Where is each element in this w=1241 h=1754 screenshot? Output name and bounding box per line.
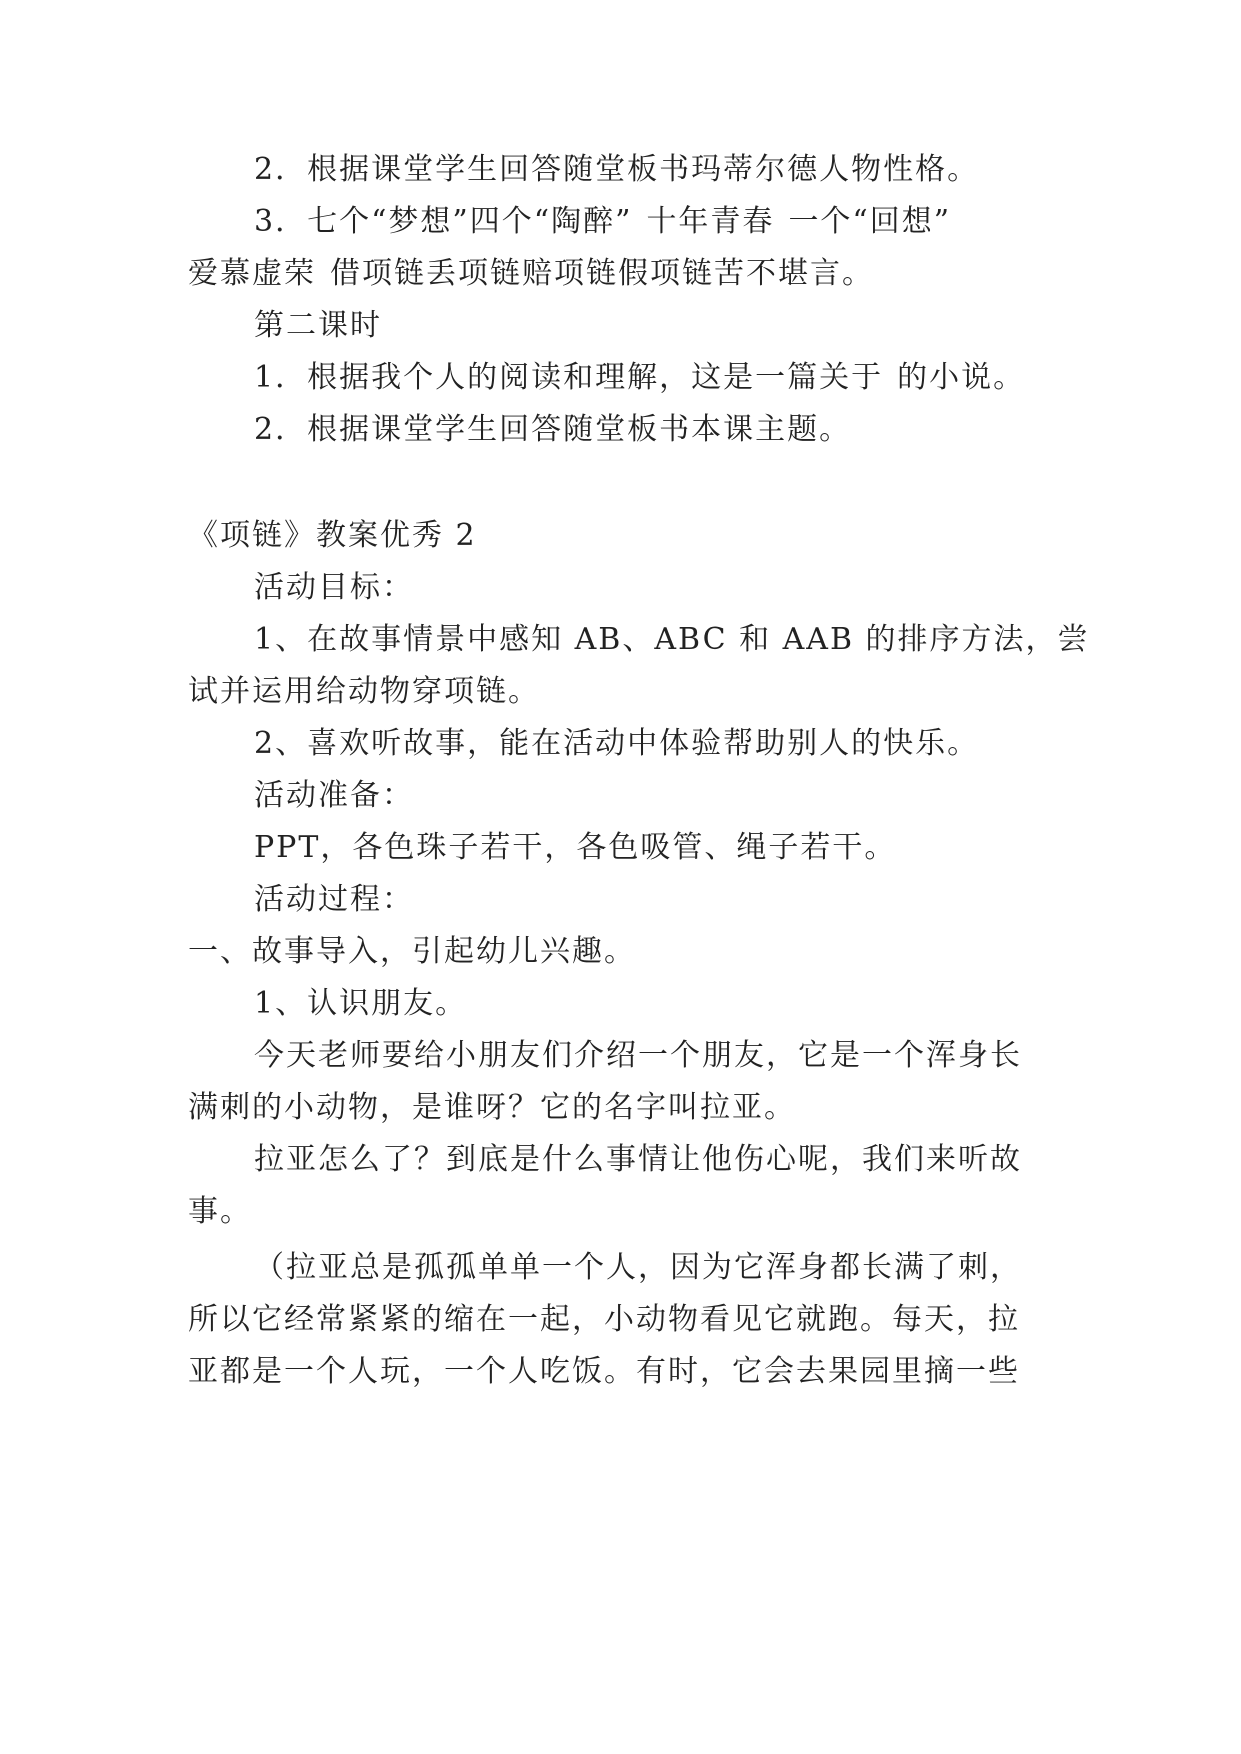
text-line: （拉亚总是孤孤单单一个人，因为它浑身都长满了刺， (254, 1250, 1022, 1285)
text-segment: 十年青春 (646, 204, 775, 239)
text-line: PPT，各色珠子若干，各色吸管、绳子若干。 (254, 830, 897, 865)
text-line: 1、认识朋友。 (254, 986, 468, 1021)
text-line (254, 202, 951, 242)
text-segment: 借项链丢项链赔项链假项链苦不堪言。 (330, 256, 874, 291)
text-segment: 爱慕虚荣 (188, 256, 316, 291)
text-line: 2、喜欢听故事，能在活动中体验帮助别人的快乐。 (254, 726, 980, 761)
text-line: 满刺的小动物，是谁呀？它的名字叫拉亚。 (188, 1090, 796, 1125)
text-line: 今天老师要给小朋友们介绍一个朋友，它是一个浑身长 (254, 1038, 1022, 1073)
text-line (188, 254, 874, 294)
text-segment: 的小说。 (897, 360, 1026, 395)
text-line: 第二课时 (254, 308, 382, 343)
text-line: 试并运用给动物穿项链。 (188, 674, 540, 709)
section-title: 《项链》教案优秀 2 (188, 518, 477, 553)
text-line: 拉亚怎么了？到底是什么事情让他伤心呢，我们来听故 (254, 1142, 1022, 1177)
text-segment: 一个“回想” (788, 204, 952, 239)
text-line: 一、故事导入，引起幼儿兴趣。 (188, 934, 636, 969)
text-line: 1、在故事情景中感知 AB、ABC 和 AAB 的排序方法，尝 (254, 622, 1090, 657)
text-line: 事。 (188, 1194, 252, 1229)
text-line: 2．根据课堂学生回答随堂板书本课主题。 (254, 412, 852, 447)
text-line (254, 358, 1025, 398)
text-line: 活动准备： (254, 778, 414, 813)
text-segment: 3．七个“梦想”四个“陶醉” (254, 204, 633, 239)
text-line: 2．根据课堂学生回答随堂板书玛蒂尔德人物性格。 (254, 152, 980, 187)
text-line: 活动过程： (254, 882, 414, 917)
text-line: 亚都是一个人玩，一个人吃饭。有时，它会去果园里摘一些 (188, 1354, 1020, 1389)
text-segment: 1．根据我个人的阅读和理解，这是一篇关于 (254, 360, 884, 395)
text-line: 活动目标： (254, 570, 414, 605)
text-line: 所以它经常紧紧的缩在一起，小动物看见它就跑。每天，拉 (188, 1302, 1020, 1337)
